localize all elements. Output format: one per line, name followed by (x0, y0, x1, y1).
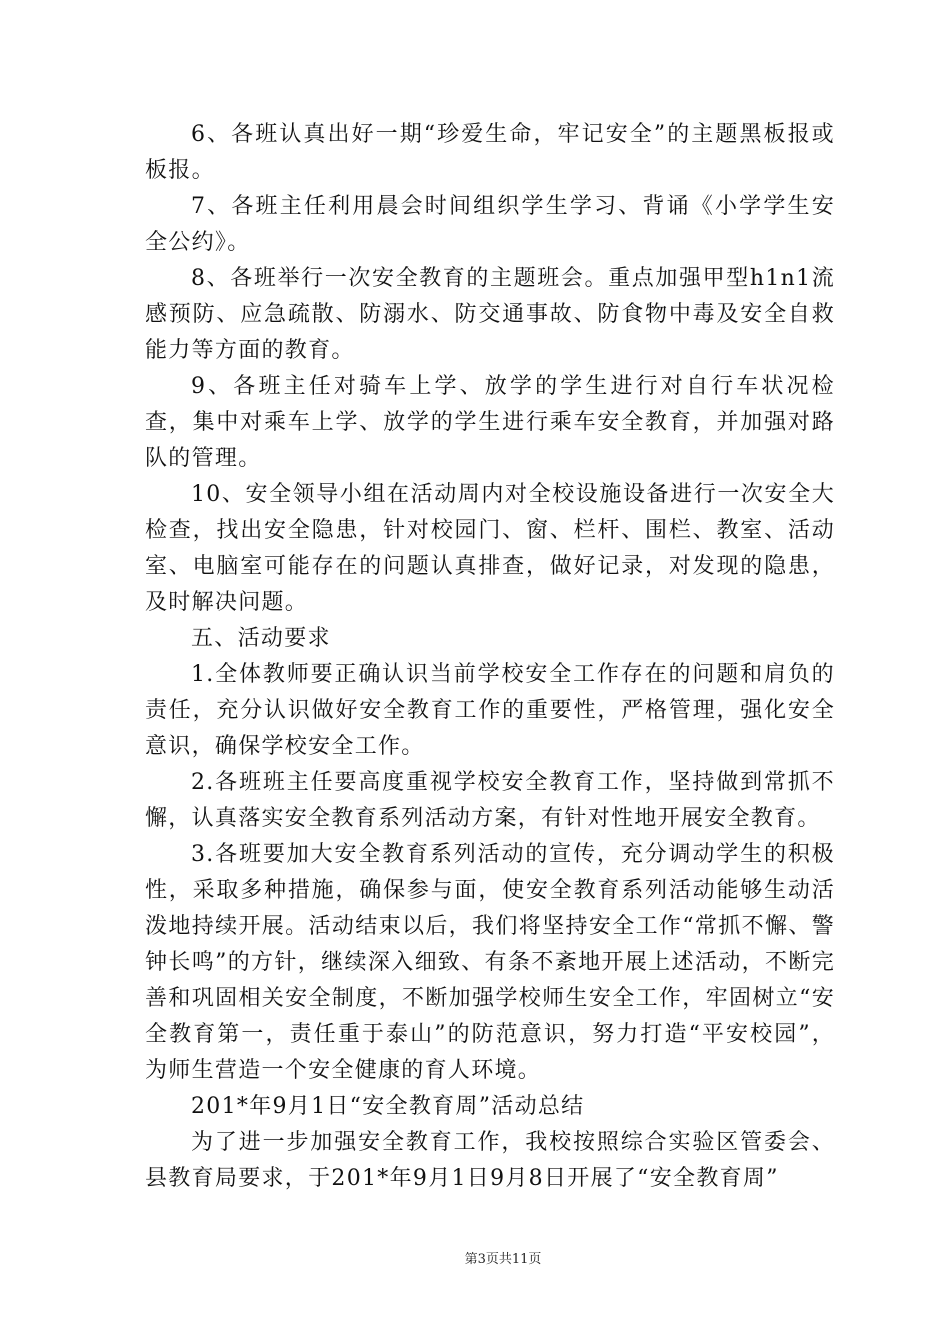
document-body (145, 117, 835, 1197)
requirement-item-1: 1.全体教师要正确认识当前学校安全工作存在的问题和肩负的责任，充分认识做好安全教育工作的重要性，严格管理，强化安全意识，确保学校安全工作。 (145, 662, 835, 759)
paragraph-item-8: 8、各班举行一次安全教育的主题班会。重点加强甲型h1n1流感预防、应急疏散、防溺水、防交通事故、防食物中毒及安全自救能力等方面的教育。 (145, 266, 835, 363)
requirement-item-3: 3.各班要加大安全教育系列活动的宣传，充分调动学生的积极性，采取多种措施，确保参与面，使安全教育系列活动能够生动活泼地持续开展。活动结束以后，我们将坚持安全工作“常抓不懈、警钟长鸣”的方针，继续深入细致、有条不紊地开展上述活动，不断完善和巩固相关安全制度，不断加强学校师生安全工作，牢固树立“安全教育第一，责任重于泰山”的防范意识，努力打造“平安校园”，为师生营造一个安全健康的育人环境。 (145, 842, 835, 1083)
paragraph-item-10: 10、安全领导小组在活动周内对全校设施设备进行一次安全大检查，找出安全隐患，针对校园门、窗、栏杆、围栏、教室、活动室、电脑室可能存在的问题认真排查，做好记录，对发现的隐患，及时解决问题。 (145, 482, 835, 615)
paragraph-item-7: 7、各班主任利用晨会时间组织学生学习、背诵《小学学生安全公约》。 (145, 194, 835, 255)
summary-title: 201*年9月1日“安全教育周”活动总结 (191, 1094, 585, 1119)
paragraph-item-9: 9、各班主任对骑车上学、放学的学生进行对自行车状况检查，集中对乘车上学、放学的学生进行乘车安全教育，并加强对路队的管理。 (145, 374, 835, 471)
paragraph-item-6: 6、各班认真出好一期“珍爱生命，牢记安全”的主题黑板报或板报。 (145, 122, 835, 183)
requirement-item-2: 2.各班班主任要高度重视学校安全教育工作，坚持做到常抓不懈，认真落实安全教育系列活动方案，有针对性地开展安全教育。 (145, 770, 835, 831)
section-heading-requirements: 五、活动要求 (191, 626, 331, 651)
page-number: 第3页共11页 (464, 1252, 542, 1267)
summary-intro: 为了进一步加强安全教育工作，我校按照综合实验区管委会、县教育局要求，于201*年9月1日9月8日开展了“安全教育周” (145, 1130, 835, 1191)
